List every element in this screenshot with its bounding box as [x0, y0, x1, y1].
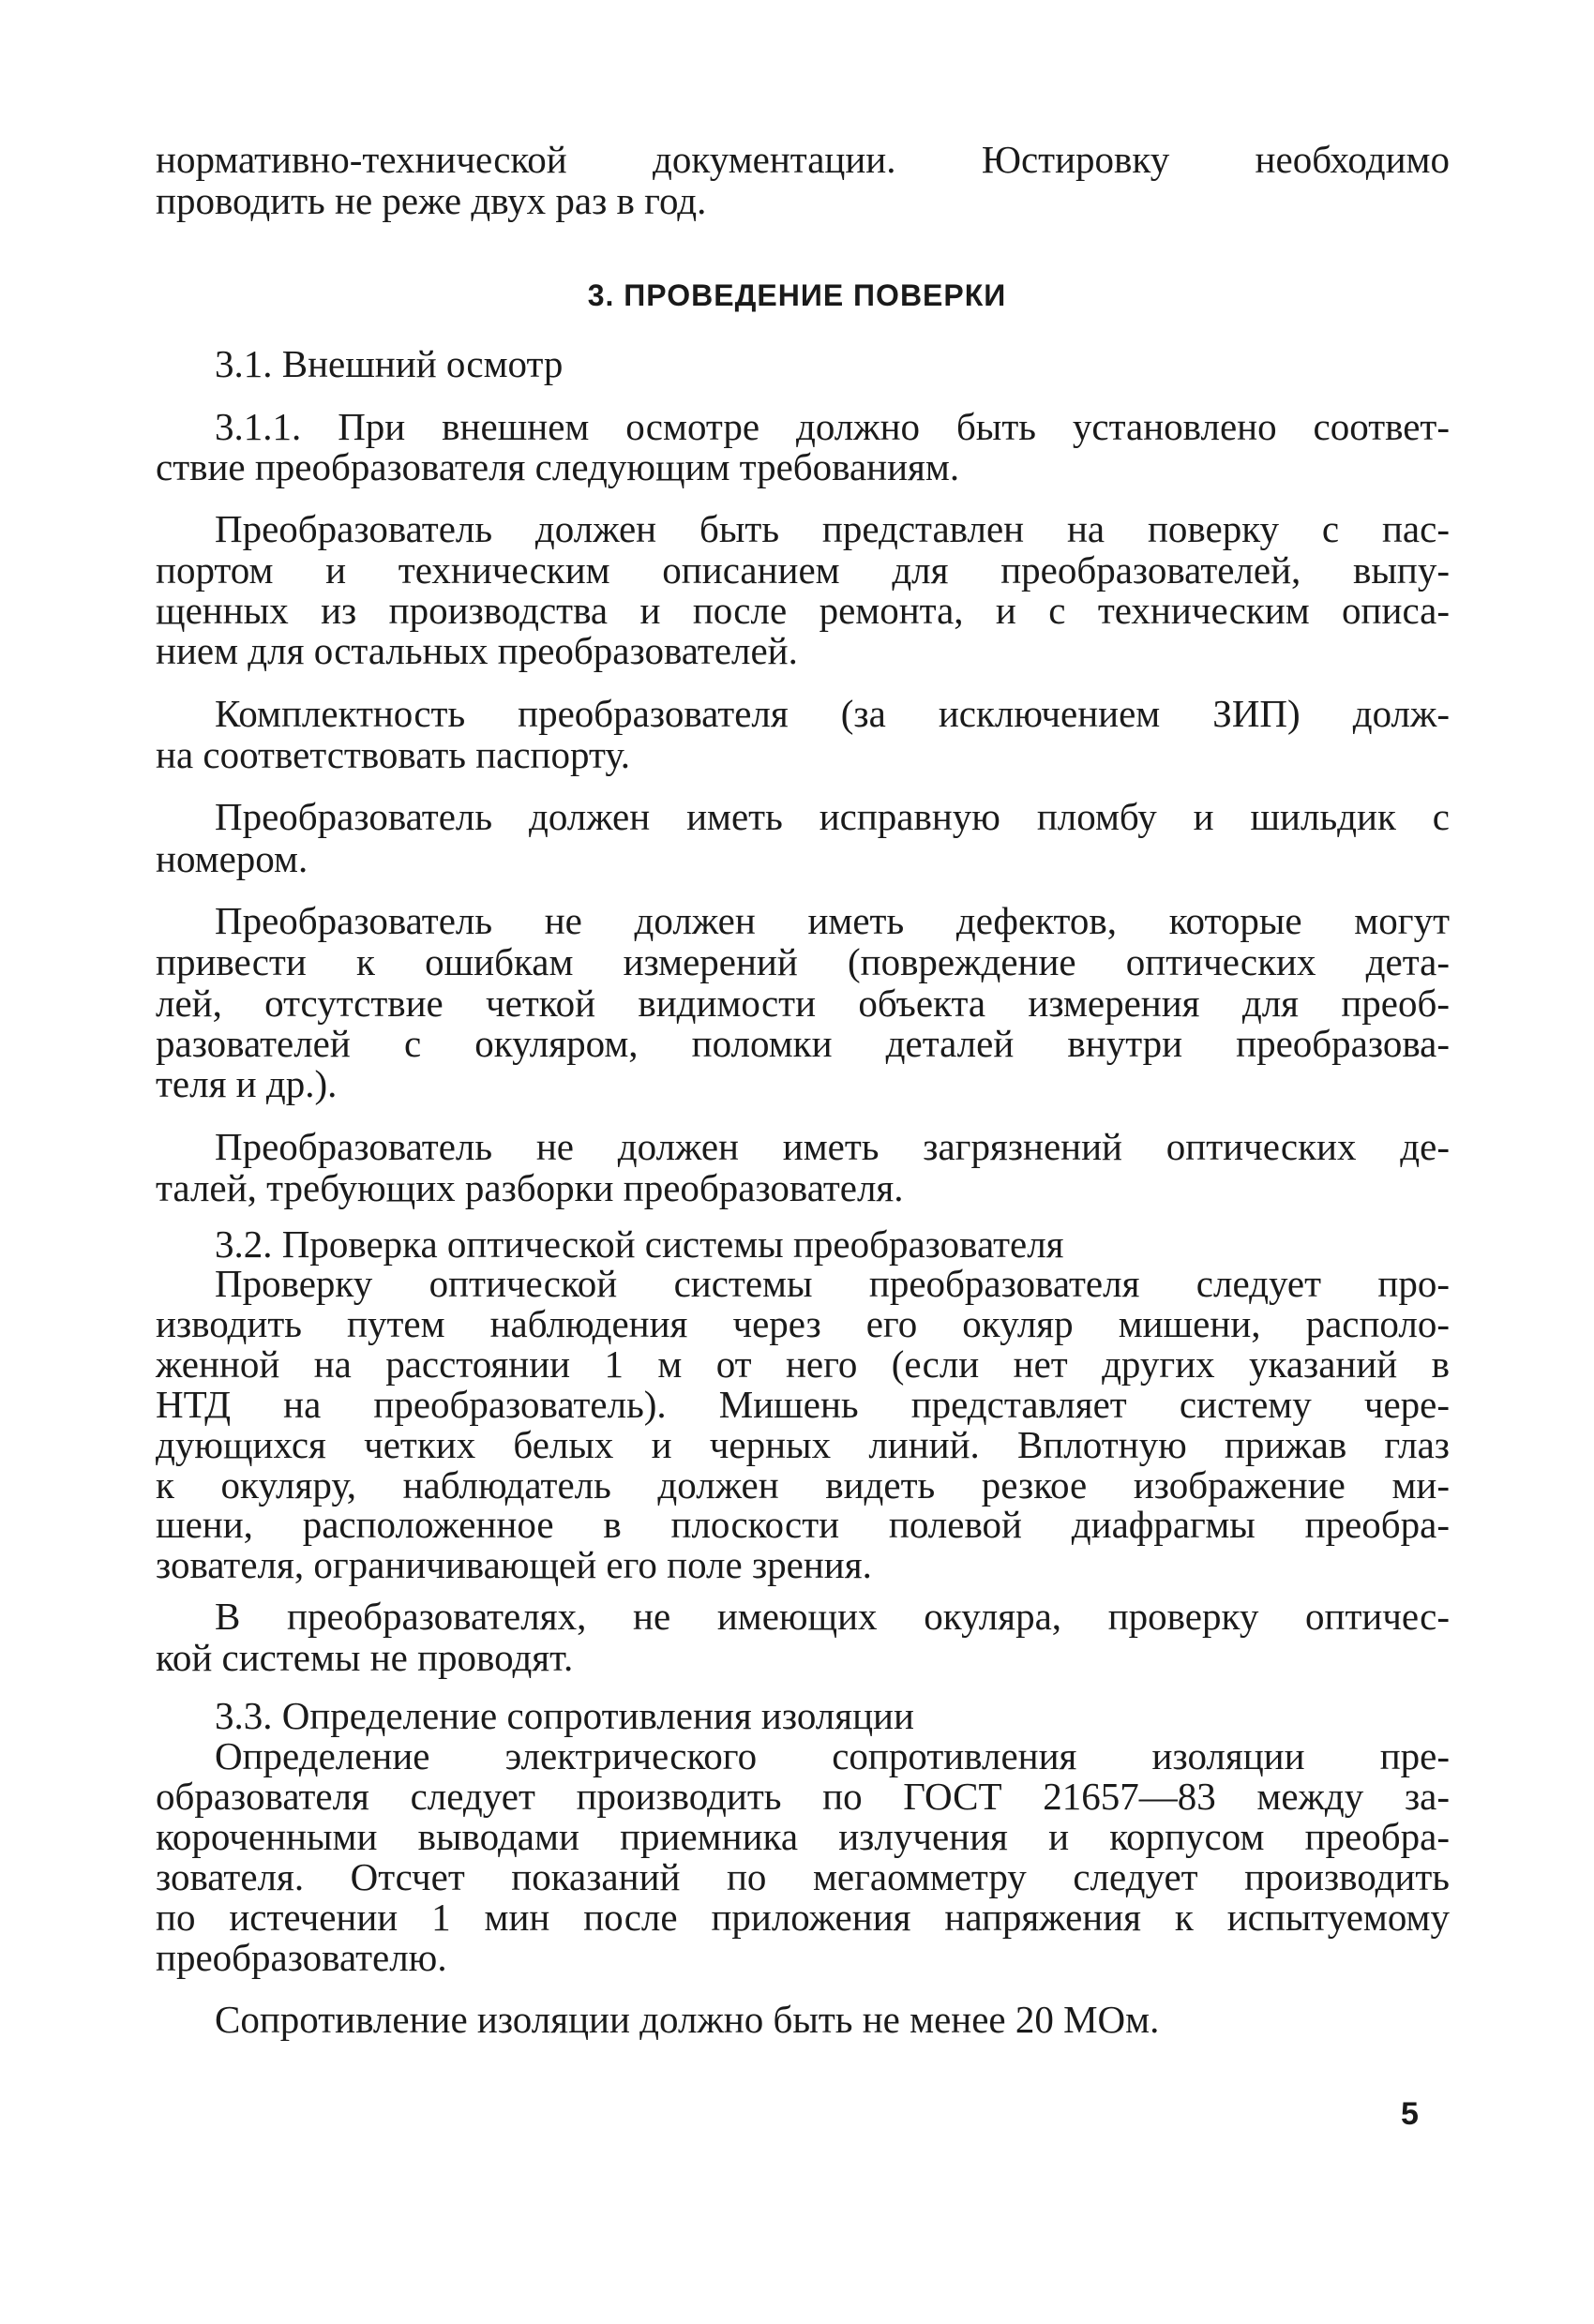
text-line: В преобразователях, не имеющих окуляра, проверку оптичес-: [215, 1595, 1450, 1638]
text-line: проводить не реже двух раз в год.: [156, 179, 707, 222]
text-line: Преобразователь не должен иметь дефектов, которые могут: [215, 899, 1450, 942]
text-line: Преобразователь не должен иметь загрязнений оптических де-: [215, 1125, 1450, 1168]
text-line: по истечении 1 мин после приложения напряжения к испытуемому: [156, 1896, 1450, 1939]
text-line: шени, расположенное в плоскости полевой диафрагмы преобра-: [156, 1503, 1450, 1546]
text-line: образователя следует производить по ГОСТ 21657—83 между за-: [156, 1775, 1450, 1818]
text-line: на соответствовать паспорту.: [156, 733, 630, 776]
text-line: преобразователю.: [156, 1936, 447, 1979]
page-number: 5: [1401, 2096, 1419, 2132]
text-line: Определение электрического сопротивления изоляции пре-: [215, 1734, 1450, 1777]
section-title: 3. ПРОВЕДЕНИЕ ПОВЕРКИ: [587, 278, 1007, 312]
text-line: короченными выводами приемника излучения и корпусом преобра-: [156, 1815, 1450, 1858]
subsection-heading-3-3: 3.3. Определение сопротивления изоляции: [215, 1694, 914, 1737]
text-line: зователя, ограничивающей его поле зрения.: [156, 1543, 872, 1586]
text-line: дующихся четких белых и черных линий. Вплотную прижав глаз: [156, 1423, 1450, 1466]
text-line: теля и др.).: [156, 1062, 338, 1105]
subsection-heading-3-1: 3.1. Внешний осмотр: [215, 342, 564, 385]
text-line: зователя. Отсчет показаний по мегаомметру следует производить: [156, 1855, 1450, 1898]
text-line: талей, требующих разборки преобразователя.: [156, 1166, 904, 1209]
text-line: лей, отсутствие четкой видимости объекта измерения для преоб-: [156, 982, 1450, 1025]
text-line: портом и техническим описанием для преобразователей, выпу-: [156, 548, 1450, 592]
text-line: щенных из производства и после ремонта, и с техническим описа-: [156, 589, 1450, 632]
text-line: Комплектность преобразователя (за исключением ЗИП) долж-: [215, 692, 1450, 735]
text-line: привести к ошибкам измерений (повреждение оптических дета-: [156, 940, 1450, 983]
text-line: Сопротивление изоляции должно быть не менее 20 МОм.: [215, 1998, 1160, 2041]
text-line: изводить путем наблюдения через его окуляр мишени, располо-: [156, 1302, 1450, 1345]
text-line: нием для остальных преобразователей.: [156, 629, 798, 672]
text-line: нормативно-технической документации. Юстировку необходимо: [156, 138, 1450, 181]
text-line: номером.: [156, 837, 308, 880]
text-line: разователей с окуляром, поломки деталей внутри преобразова-: [156, 1022, 1450, 1065]
text-line: ствие преобразователя следующим требованиям.: [156, 445, 960, 488]
text-line: Преобразователь должен иметь исправную пломбу и шильдик с: [215, 795, 1450, 838]
text-line: 3.1.1. При внешнем осмотре должно быть установлено соответ-: [215, 405, 1450, 448]
text-line: Преобразователь должен быть представлен на поверку с пас-: [215, 507, 1450, 550]
text-line: кой системы не проводят.: [156, 1636, 574, 1679]
subsection-heading-3-2: 3.2. Проверка оптической системы преобразователя: [215, 1222, 1064, 1266]
text-line: к окуляру, наблюдатель должен видеть резкое изображение ми-: [156, 1463, 1450, 1507]
text-line: НТД на преобразователь). Мишень представляет систему чере-: [156, 1383, 1450, 1426]
text-line: женной на расстоянии 1 м от него (если нет других указаний в: [156, 1342, 1450, 1386]
text-line: Проверку оптической системы преобразователя следует про-: [215, 1262, 1450, 1305]
